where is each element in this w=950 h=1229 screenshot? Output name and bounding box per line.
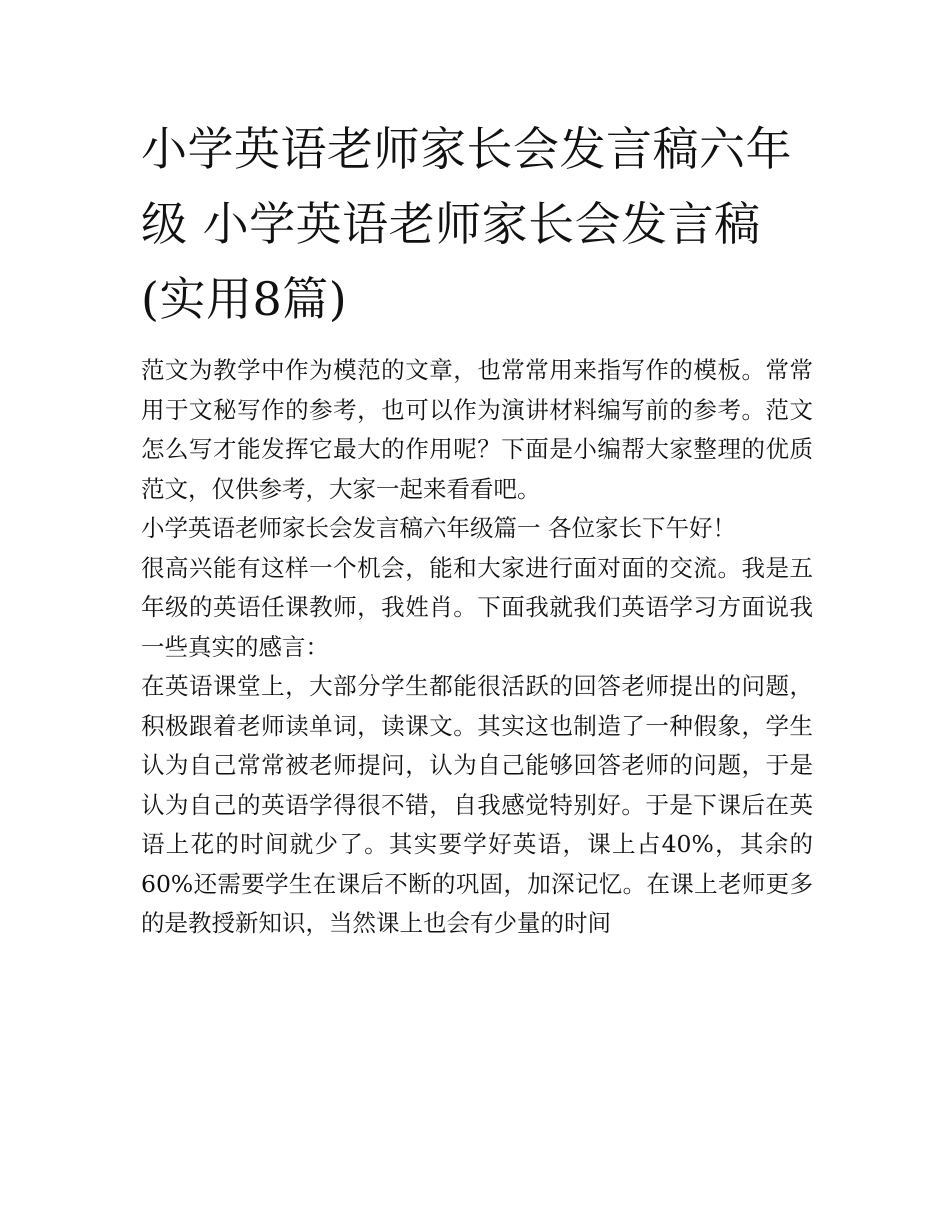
paragraph-intro: 范文为教学中作为模范的文章，也常常用来指写作的模板。常常用于文秘写作的参考，也可以作为演讲材料编写前的参考。范文怎么写才能发挥它最大的作用呢？下面是小编帮大家整理的优质范文，仅供参考，大家一起来看看吧。 xyxy=(141,356,813,503)
document-body xyxy=(141,112,813,944)
document-title: 小学英语老师家长会发言稿六年级 小学英语老师家长会发言稿(实用8篇) xyxy=(141,122,792,326)
paragraph-self-introduction: 很高兴能有这样一个机会，能和大家进行面对面的交流。我是五年级的英语任课教师，我姓肖。下面我就我们英语学习方面说我一些真实的感言： xyxy=(141,553,813,661)
paragraph-greeting: 小学英语老师家长会发言稿六年级篇一 各位家长下午好！ xyxy=(141,514,736,542)
paragraph-classroom: 在英语课堂上，大部分学生都能很活跃的回答老师提出的问题，积极跟着老师读单词，读课文。其实这也制造了一种假象，学生认为自己常常被老师提问，认为自己能够回答老师的问题，于是认为自己的英语学得很不错，自我感觉特别好。于是下课后在英语上花的时间就少了。其实要学好英语，课上占40%，其余的60%还需要学生在课后不断的巩固，加深记忆。在课上老师更多的是教授新知识，当然课上也会有少量的时间 xyxy=(141,672,813,937)
